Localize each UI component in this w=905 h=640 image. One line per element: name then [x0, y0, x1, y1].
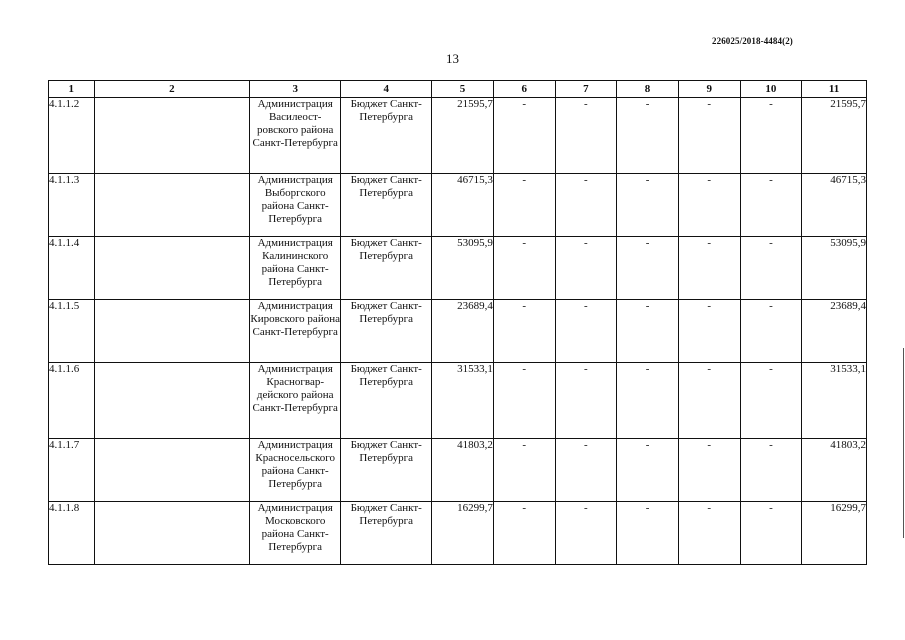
table-header-row: [49, 81, 867, 98]
year-value-cell: -: [555, 300, 617, 363]
funding-source-cell: Бюджет Санкт-Петербурга: [341, 363, 432, 439]
program-cell: [94, 439, 250, 502]
year-value-cell: -: [678, 363, 740, 439]
year-value-cell: -: [493, 237, 555, 300]
year-value-cell: -: [493, 98, 555, 174]
final-year-amount-cell: 53095,9: [802, 237, 867, 300]
column-header: 2: [94, 81, 250, 98]
year-value-cell: -: [740, 237, 802, 300]
table-row: [49, 363, 867, 439]
program-cell: [94, 502, 250, 565]
column-header: 8: [617, 81, 679, 98]
funding-source-cell: Бюджет Санкт-Петербурга: [341, 174, 432, 237]
year-value-cell: -: [678, 98, 740, 174]
final-year-amount-cell: 23689,4: [802, 300, 867, 363]
total-amount-cell: 31533,1: [432, 363, 494, 439]
page-number: 13: [446, 51, 459, 66]
administrator-cell: Администрация Московского района Санкт-Петербурга: [250, 502, 341, 565]
column-header: 5: [432, 81, 494, 98]
table-row: [49, 502, 867, 565]
program-cell: [94, 363, 250, 439]
year-value-cell: -: [493, 174, 555, 237]
scan-edge-mark: [903, 348, 904, 538]
administrator-cell: Администрация Калининского района Санкт-Петербурга: [250, 237, 341, 300]
funding-source-cell: Бюджет Санкт-Петербурга: [341, 439, 432, 502]
table-row: [49, 98, 867, 174]
year-value-cell: -: [555, 237, 617, 300]
final-year-amount-cell: 41803,2: [802, 439, 867, 502]
administrator-cell: Администрация Красногвар-дейского района Санкт-Петербурга: [250, 363, 341, 439]
funding-source-cell: Бюджет Санкт-Петербурга: [341, 237, 432, 300]
column-header: 3: [250, 81, 341, 98]
table-row: [49, 300, 867, 363]
year-value-cell: -: [493, 300, 555, 363]
program-cell: [94, 300, 250, 363]
row-number: 4.1.1.5: [49, 300, 95, 363]
year-value-cell: -: [617, 300, 679, 363]
year-value-cell: -: [678, 439, 740, 502]
budget-table: [48, 80, 867, 565]
column-header: 9: [678, 81, 740, 98]
year-value-cell: -: [617, 174, 679, 237]
row-number: 4.1.1.6: [49, 363, 95, 439]
total-amount-cell: 53095,9: [432, 237, 494, 300]
year-value-cell: -: [740, 98, 802, 174]
year-value-cell: -: [678, 174, 740, 237]
column-header: 1: [49, 81, 95, 98]
final-year-amount-cell: 46715,3: [802, 174, 867, 237]
year-value-cell: -: [678, 502, 740, 565]
total-amount-cell: 21595,7: [432, 98, 494, 174]
row-number: 4.1.1.2: [49, 98, 95, 174]
row-number: 4.1.1.8: [49, 502, 95, 565]
document-id: 226025/2018-4484(2): [712, 36, 793, 46]
row-number: 4.1.1.3: [49, 174, 95, 237]
administrator-cell: Администрация Кировского района Санкт-Петербурга: [250, 300, 341, 363]
year-value-cell: -: [740, 439, 802, 502]
row-number: 4.1.1.4: [49, 237, 95, 300]
year-value-cell: -: [555, 439, 617, 502]
column-header: 6: [493, 81, 555, 98]
year-value-cell: -: [555, 363, 617, 439]
column-header: 4: [341, 81, 432, 98]
year-value-cell: -: [617, 237, 679, 300]
year-value-cell: -: [617, 502, 679, 565]
year-value-cell: -: [555, 502, 617, 565]
total-amount-cell: 41803,2: [432, 439, 494, 502]
final-year-amount-cell: 31533,1: [802, 363, 867, 439]
program-cell: [94, 237, 250, 300]
column-header: 7: [555, 81, 617, 98]
total-amount-cell: 23689,4: [432, 300, 494, 363]
total-amount-cell: 16299,7: [432, 502, 494, 565]
year-value-cell: -: [555, 98, 617, 174]
year-value-cell: -: [740, 300, 802, 363]
funding-source-cell: Бюджет Санкт-Петербурга: [341, 98, 432, 174]
final-year-amount-cell: 16299,7: [802, 502, 867, 565]
year-value-cell: -: [617, 363, 679, 439]
year-value-cell: -: [678, 300, 740, 363]
program-cell: [94, 174, 250, 237]
year-value-cell: -: [555, 174, 617, 237]
year-value-cell: -: [678, 237, 740, 300]
program-cell: [94, 98, 250, 174]
funding-source-cell: Бюджет Санкт-Петербурга: [341, 502, 432, 565]
year-value-cell: -: [493, 502, 555, 565]
row-number: 4.1.1.7: [49, 439, 95, 502]
year-value-cell: -: [740, 174, 802, 237]
year-value-cell: -: [617, 98, 679, 174]
year-value-cell: -: [617, 439, 679, 502]
column-header: 10: [740, 81, 802, 98]
administrator-cell: Администрация Выборгского района Санкт-Петербурга: [250, 174, 341, 237]
year-value-cell: -: [740, 502, 802, 565]
funding-source-cell: Бюджет Санкт-Петербурга: [341, 300, 432, 363]
table-row: [49, 439, 867, 502]
year-value-cell: -: [493, 439, 555, 502]
year-value-cell: -: [493, 363, 555, 439]
final-year-amount-cell: 21595,7: [802, 98, 867, 174]
total-amount-cell: 46715,3: [432, 174, 494, 237]
administrator-cell: Администрация Красносельского района Санкт-Петербурга: [250, 439, 341, 502]
administrator-cell: Администрация Василеост-ровского района Санкт-Петербурга: [250, 98, 341, 174]
table-body: [49, 98, 867, 565]
table-row: [49, 174, 867, 237]
table-row: [49, 237, 867, 300]
column-header: 11: [802, 81, 867, 98]
year-value-cell: -: [740, 363, 802, 439]
